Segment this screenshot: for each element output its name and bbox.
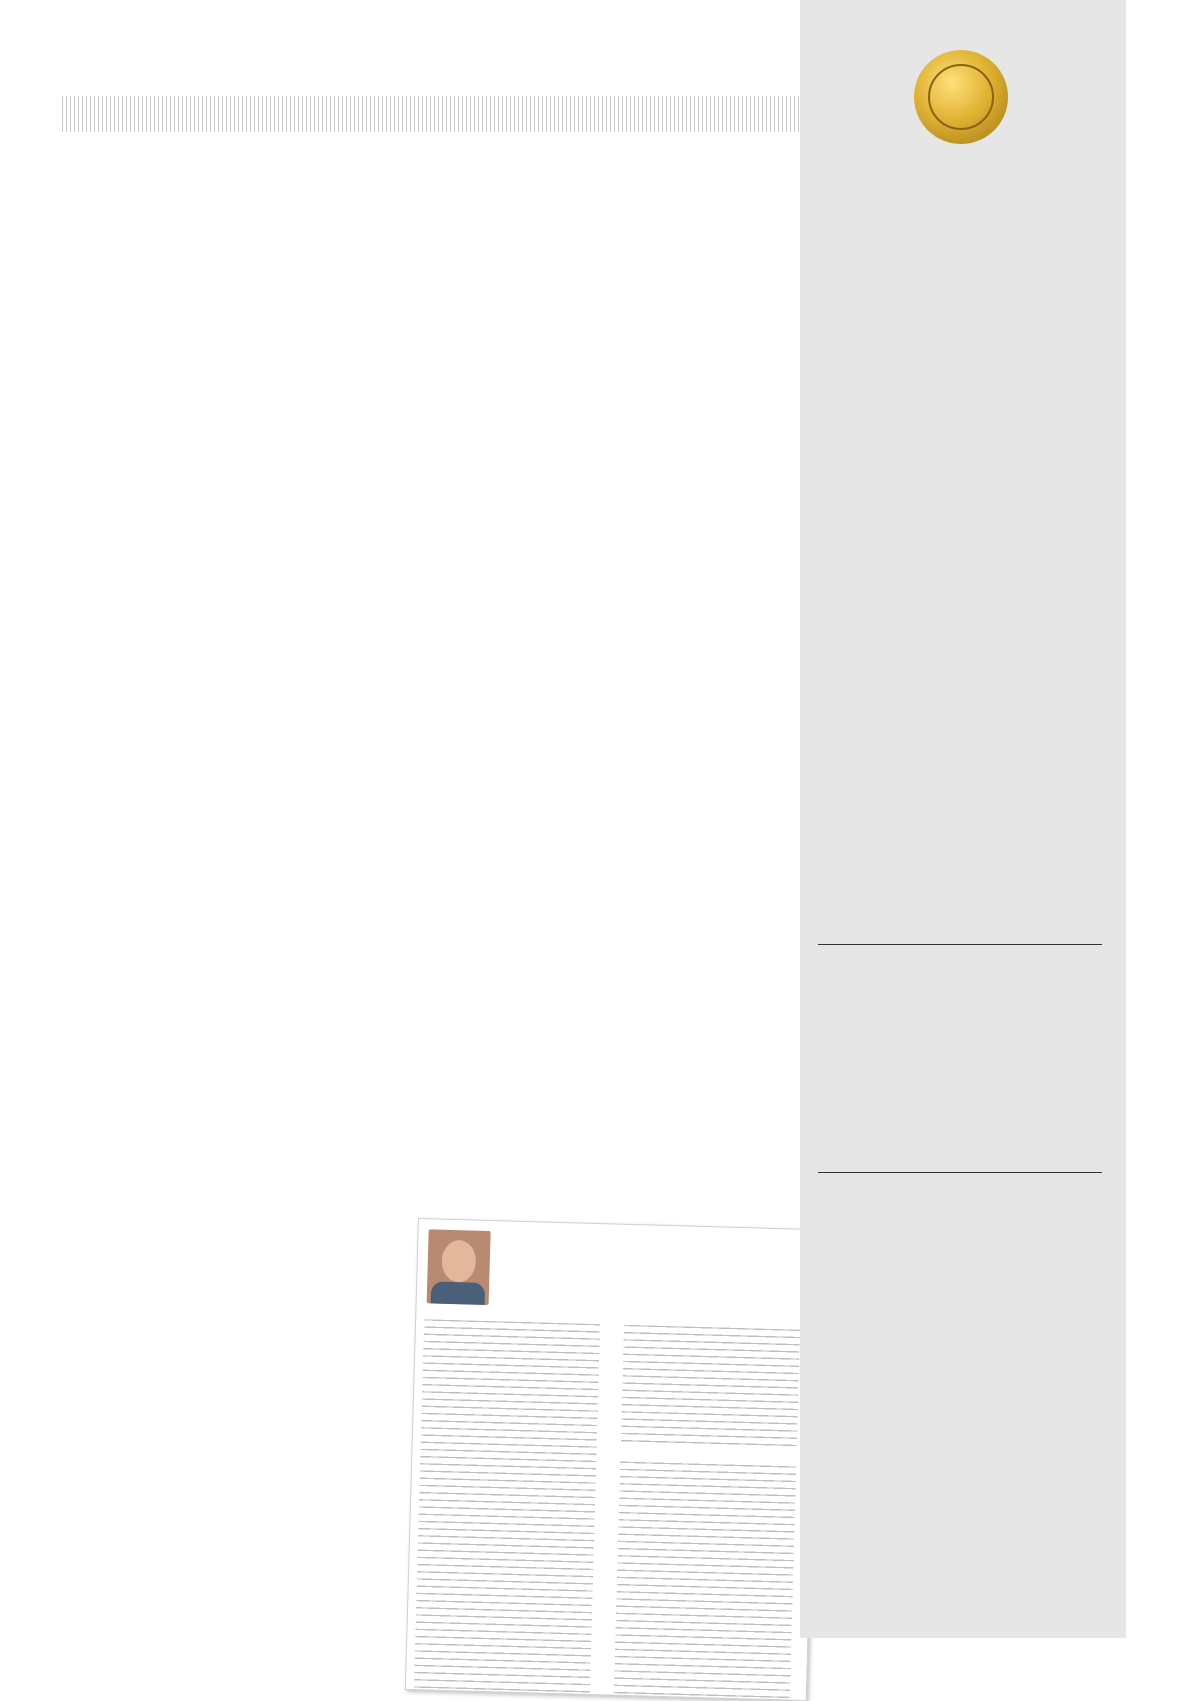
column-left [84, 178, 410, 234]
author-photo [427, 1229, 491, 1305]
anniversary-seal-icon [914, 50, 1008, 144]
masthead-sidebar [800, 0, 1126, 1638]
mail-stop-header [62, 58, 802, 138]
page-footer [84, 1570, 126, 1590]
divider [818, 1172, 1102, 1173]
public-forum-clipping [405, 1218, 820, 1701]
divider [818, 944, 1102, 945]
clipping-body-text [614, 1325, 800, 1700]
header-stripe-rule [62, 96, 802, 132]
column-middle [441, 176, 769, 230]
